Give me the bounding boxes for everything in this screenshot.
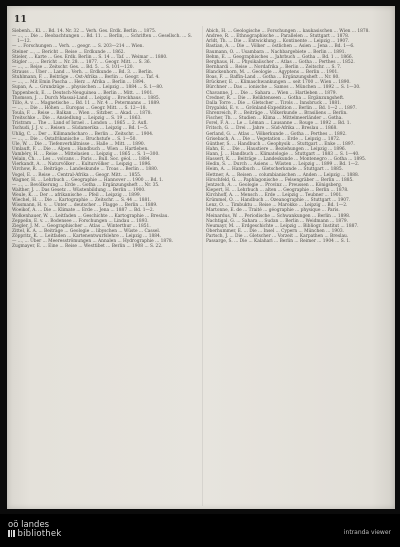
bibliography-entry: — ..., ... Die ... Ostafrikanische ... Bruchstufe ... S. 1—50. [12,136,137,142]
bibliography-entry: Wagner, H. ... Lehrbuch ... Geographie ... Hannover ... 1900 ... Bd. 1. [12,177,164,183]
bibliography-entry: Zeppelin, E. v. ... Bodensee ... Forschungen ... Lindau ... 1893. [12,218,149,224]
bibliography-entry: Vierkandt, A. ... Naturvölker ... Kulturvölker ... Leipzig ... 1896. [12,162,152,168]
bibliography-entry: Fischer, Th. ... Studien ... Klima ... Mittelmeerländer ... Gotha. [206,116,343,122]
bibliography-entry: Zittel, K. A. ... Beiträge ... Geologie ... libyschen ... Wüste ... Cassel. [12,228,161,234]
bibliography-entry: Siebenh... Kl. ... Bd. 14. Nr. 32 ... Verh. Ges. Erdk. Berlin ... 1875. [12,29,157,34]
bibliography-entry: Stigler ..., ... Bericht ... Nr. 28. ... 1877. ... Geogr. Mitt. ... S. 36. [12,59,152,65]
bibliography-entry: Ziegler, J. M. ... Geographischer ... Atlas ... Winterthur ... 1851. [12,223,151,229]
bibliography-entry: — ... Forschungen ... Verh. ... geogr. ... S. 203—214 ... Wien. [12,44,144,50]
bibliography-entry: — ..., ... Mit Emin Pascha ... Herz ... Afrika ... Berlin ... 1894. [12,80,145,86]
logo-line-1: oö landes [8,520,50,530]
bibliography-entry: Stuhlmann, F. ... Beiträge ... Ost-Afrika ... Berlin ... Geogr. ... Taf. 4. [12,75,160,81]
bibliography-entry: Stieler, ... Karte ... Ges. Erdk. Berlin ... S. 14 ... Taf. ... Weimar ... 1880. [12,54,168,60]
bibliography-entry: Baumann, O. ... Usambara ... Nachbargebiete ... Berlin ... 1891. [206,49,346,55]
bibliography-entry: Treitschke ... Die ... Ansiedlung ... Leipzig ... S. 19 ... 1863. [12,116,142,122]
bibliography-entry: — ..., ... Bevölkerung ... Erde ... Gotha ... Ergänzungsheft ... Nr. 35. [12,182,160,188]
bibliography-entry: Hirschfeld, G. ... Paphlagonische ... Felsengräber ... Berlin ... 1885. [206,177,354,183]
bibliography-entry: Blanckenhorn, M. ... Geologie ... Ägyptens ... Berlin ... 1901. [206,70,339,75]
bibliography-entry: Kirchhoff, A. ... Mensch ... Erde ... Leipzig ... Teubner ... 1901. [206,193,343,198]
bibliography-entry: Günther, S. ... Handbuch ... Geophysik ... Stuttgart ... Enke ... 1897. [206,141,355,147]
bibliography-entry: Nachtigal, G. ... Sahara ... Sudan ... Berlin ... Weidmann ... 1879. [206,218,349,224]
bibliography-entry: — ..., ... Die ... Höhen ... Europas ... Geogr. Mitt. ... S. 12—18. [12,105,147,111]
bibliography-entry: Dalla Torre ... Die ... Gletscher ... Tirols ... Innsbruck ... 1881. [206,100,342,106]
bibliography-entry: Bürchner ... Das ... ionische ... Samos ... München ... 1892 ... S. 1—30. [206,85,361,91]
bibliography-entry: Behm, E. ... Geographisches ... Jahrbuch ... Gotha ... Bd. 1 ... 1866. [206,54,354,60]
bibliography-entry: Jentzsch, A. ... Geologie ... Provinz ... Preussen ... Königsberg. [206,182,343,188]
bibliography-entry: Oberhummer, E. ... Die ... Insel ... Cypern ... München ... 1903. [206,228,345,234]
bibliography-entry: Wiechel, H. ... Die ... Kartographie ... Zeitschr. ... S. 44 ... 1881. [12,198,152,204]
bibliography-entry: Hedin, S. ... Durch ... Asiens ... Wüsten ... Leipzig ... 1899 ... Bd. 1—2. [206,162,360,168]
bibliography-entry: Boas, F. ... Baffin-Land ... Gotha ... Ergänzungsheft ... Nr. 80. [206,75,340,81]
bibliography-entry: — ..., ... Die ... Beobachtungen ... Bd. 11. ... Berlin, ... Schriften ... Gesellsch. ... S. 1—12. [12,34,192,45]
bibliography-entry: Weule, K. ... Der ... afrikanische ... Pfeil ... Leipzig ... 1899. [12,193,141,198]
bibliography-entry: Hahn, E. ... Die ... Haustiere ... Beziehungen ... Leipzig ... 1896. [206,146,347,152]
logo-bars-icon [8,530,16,539]
bibliography-entry: Grisebach, A. ... Die ... Vegetation ... Erde ... Leipzig ... 1872. [206,136,341,142]
bibliography-entry: Martonne, E. de ... Traité ... géographie ... physique ... Paris. [206,208,340,214]
bibliography-entry: Chavanne, J. ... Die ... Sahara ... Wien ... Hartleben ... 1879. [206,90,337,96]
bibliography-entry: Supan, A. ... Grundzüge ... physischen ... Leipzig ... 1884 ... S. 1—80. [12,85,164,91]
bibliography-entry: Hassert, K. ... Beiträge ... Landeskunde ... Montenegro ... Gotha ... 1895. [206,157,367,163]
book-page [7,6,395,509]
left-column [12,29,192,249]
bibliography-entry: Zöppritz, K. ... Leitfaden ... Kartenentwurfslehre ... Leipzig ... 1884. [12,234,162,239]
bibliography-entry: Partsch, J. ... Die ... Gletscher ... Vorzeit ... Karpathen ... Breslau. [206,234,349,239]
column-divider [202,26,203,506]
bibliography-entry: Drygalski, E. v. ... Grönland-Expedition ... Berlin ... Bd. 1—2 ... 1897. [206,105,357,111]
bibliography-entry: Fritsch, G. ... Drei ... Jahre ... Süd-Afrika ... Breslau ... 1868. [206,126,338,132]
bibliography-entry: Umlauft, F. ... Die ... Alpen ... Handbuch ... Wien ... Hartleben. [12,146,149,152]
bibliography-entry: Tschudi, J. J. v. ... Reisen ... Südamerika ... Leipzig ... Bd. 1—5. [12,126,149,132]
bibliography-entry: Abich, H. ... Geologische ... Forschungen ... kaukasischen ... Wien ... 1878. [206,29,370,34]
bibliography-entry: Krümmel, O. ... Handbuch ... Ozeanographie ... Stuttgart ... 1907. [206,198,351,204]
bibliography-entry: — ..., ... Über ... Meeresströmungen ... Annalen ... Hydrographie ... 1878. [12,239,174,245]
bibliography-entry: Hettner, A. ... Reisen ... columbianischen ... Anden ... Leipzig ... 1888. [206,172,360,178]
logo-line-2-text: bibliothek [17,529,62,539]
bibliography-entry: Steiner ..., ... Bericht ... Reise ... Erdkunde ... 1862. [12,49,125,55]
bibliography-entry: Bastian, A. ... Die ... Völker ... östlichen ... Asien ... Jena ... Bd. 1—6. [206,44,355,50]
bibliography-entry: Meinardus, W. ... Periodische ... Schwankungen ... Berlin ... 1898. [206,213,351,219]
logo-line-2 [8,530,61,539]
library-logo[interactable] [8,521,61,539]
right-column [206,29,386,244]
bibliography-entry: Toula, F. ... Reise ... Balkan ... Wien ... Sitzber. ... Akad. ... 1878. [12,111,152,116]
bibliography-entry: — ..., ... Reise ... Zeitschr. Ges. ... Bd. 5. ... S. 101—120. [12,64,134,70]
bibliography-entry: Virchow, R. ... Beiträge ... Landeskunde ... Troas ... Berlin ... 1880. [12,167,159,173]
bibliography-entry: Velain, Ch. ... Les ... volcans ... Paris ... Bull. Soc. géol. ... 1884. [12,157,151,163]
bibliography-entry: Vogel, E. ... Reise ... Central-Afrika ... Geogr. Mitt. ... 1855. [12,172,142,178]
bibliography-entry: Thomson, J. ... Durch Massai-Land ... Leipzig ... Brockhaus ... 1885. [12,95,161,101]
bibliography-entry: Vambéry, H. ... Reise ... Mittelasien ... Leipzig ... 1865 ... S. 1—300. [12,152,160,157]
bibliography-entry: Bernhardi ... Reise ... Nordafrika ... Berlin ... Zeitschr. ... S. 7. [206,64,342,70]
bibliography-entry: Lenz, O. ... Timbuktu ... Reise ... Marokko ... Leipzig ... Bd. 1—2. [206,203,348,209]
bibliography-entry: Strauss ... Über ... Land ... Verh. ... Erdkunde ... Bd. 3. ... Berlin. [12,70,154,75]
bibliography-entry: Berghaus, H. ... Physikalischer ... Atlas ... Gotha ... Perthes ... 1852. [206,59,355,65]
bibliography-entry: Heim, A. ... Handbuch ... Gletscherkunde ... Stuttgart ... 1885. [206,167,344,173]
bibliography-entry: Andree, R. ... Ethnographische ... Parallelen ... Stuttgart ... 1878. [206,34,350,40]
bibliography-entry: Ehrenreich, P. ... Beiträge ... Völkerkunde ... Brasiliens ... Berlin. [206,111,348,116]
bibliography-entry: Brückner, E. ... Klimaschwankungen ... seit 1700 ... Wien ... 1890. [206,80,351,86]
bibliography-entry: Neumayr, M. ... Erdgeschichte ... Leipzig ... Bibliogr. Institut ... 1887. [206,223,359,229]
bibliography-entry: Tristram ... The ... Land of Israel ... London ... 1865 ... 2. Aufl. [12,121,148,127]
bibliography-entry: Wissmann, H. v. ... Unter ... deutscher ... Flagge ... Berlin ... 1889. [12,203,158,209]
bibliography-entry: Wolkenhauer, W. ... Leitfaden ... Geschichte ... Kartographie ... Breslau. [12,213,169,219]
bibliography-entry: Hann, J. ... Handbuch ... Klimatologie ... Stuttgart ... 1883 ... S. 1—40. [206,152,360,157]
bibliography-entry: Kiepert, H. ... Lehrbuch ... alten ... Geographie ... Berlin ... 1878. [206,187,349,193]
bibliography-entry: Credner, R. ... Die ... Reliktenseen ... Gotha ... Ergänzungsheft. [206,95,345,101]
bibliography-entry: Passarge, S. ... Die ... Kalahari ... Berlin ... Reimer ... 1904 ... S. 1. [206,239,351,245]
viewer-brand-label: intranda viewer [343,529,391,536]
bibliography-entry: Tillo, A. v. ... Magnetische ... Bd. 11 ... Nr. 4 ... Petermanns ... 1889. [12,100,161,106]
page-number: 11 [14,15,27,25]
bibliography-entry: Zugmayer, E. ... Eine ... Reise ... Westtibet ... Berlin ... 1908 ... S. 22. [12,244,163,250]
bibliography-entry: Walther, J. ... Das Gesetz ... Wüstenbildung ... Berlin ... 1900. [12,187,146,193]
bibliography-entry: Forel, F. A. ... Le ... Léman ... Lausanne ... Rouge ... 1892 ... Bd. 1. [206,121,351,127]
bibliography-entry: Gerland, G. ... Atlas ... Völkerkunde ... Gotha ... Perthes ... 1892. [206,131,347,137]
bibliography-entry: Woeikof, A. ... Die ... Klimate ... Erde ... Jena ... 1887 ... Bd. 1—2. [12,208,154,214]
bibliography-entry: Uhlig, C. ... Der ... Kilimandscharo ... Berlin ... Zeitschr. ... 1904. [12,131,154,137]
bibliography-entry: Ule, W. ... Die ... Tiefenverhältnisse ... Halle ... Mitt. ... 1890. [12,141,145,147]
bibliography-entry: Arldt, Th. ... Die ... Entwicklung ... Kontinente ... Leipzig ... 1907. [206,39,350,45]
bibliography-entry: Tappenbeck, E. ... Deutsch-Neuguinea ... Berlin ... Mitt. ... 1901. [12,90,154,96]
